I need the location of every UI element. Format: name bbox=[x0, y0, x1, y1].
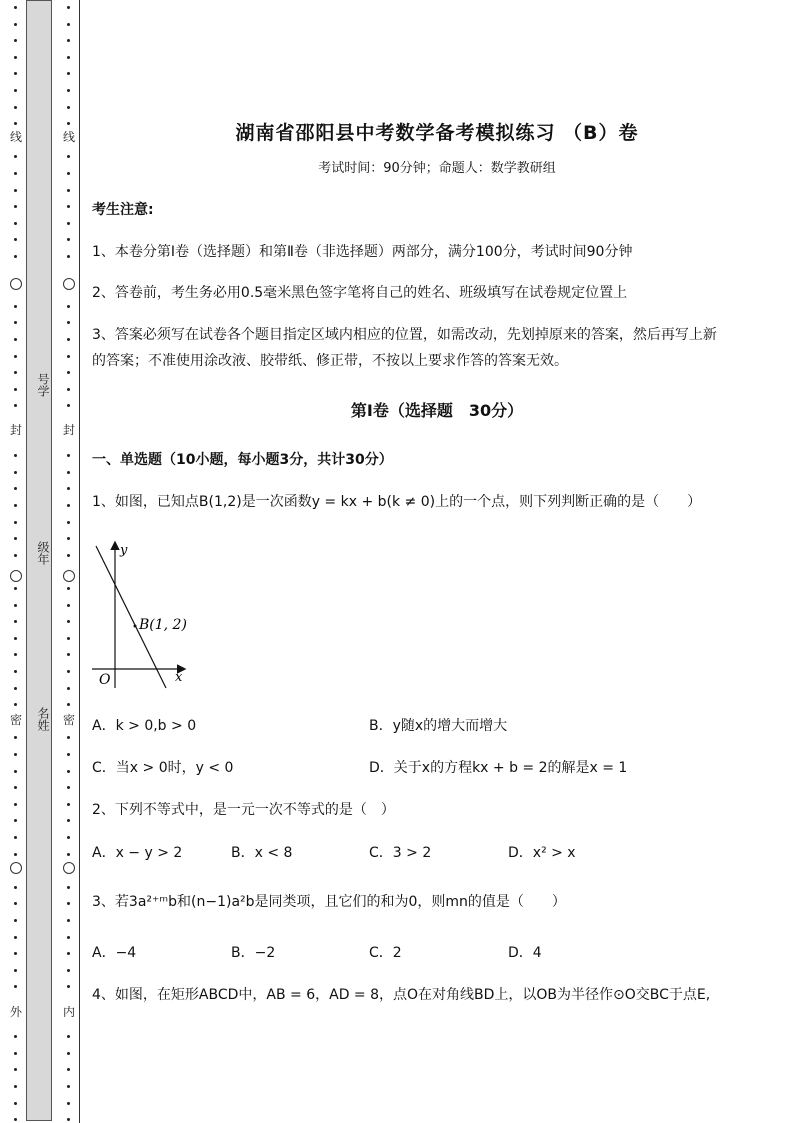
binding-dot bbox=[67, 819, 70, 822]
binding-dot bbox=[67, 155, 70, 158]
student-info-strip bbox=[26, 0, 52, 1121]
binding-dot bbox=[67, 1068, 70, 1071]
binding-dot bbox=[14, 205, 17, 208]
q3-stem: 3、若3a²⁺ᵐb和(n−1)a²b是同类项，且它们的和为0，则mn的值是（ ） bbox=[92, 894, 566, 910]
binding-circle-icon bbox=[63, 570, 75, 582]
binding-dot bbox=[14, 803, 17, 806]
binding-dot bbox=[67, 222, 70, 225]
binding-dot bbox=[67, 504, 70, 507]
binding-dot bbox=[67, 853, 70, 856]
binding-dot bbox=[67, 487, 70, 490]
binding-dot bbox=[67, 886, 70, 889]
q3-option-a: A．−4 bbox=[92, 945, 137, 961]
notice-item-1: 1、本卷分第Ⅰ卷（选择题）和第Ⅱ卷（非选择题）两部分，满分100分，考试时间90分钟 bbox=[92, 244, 633, 260]
binding-dot bbox=[14, 936, 17, 939]
binding-dot bbox=[14, 305, 17, 308]
binding-dot bbox=[67, 72, 70, 75]
binding-dot bbox=[14, 521, 17, 524]
binding-dot bbox=[14, 620, 17, 623]
binding-dot bbox=[67, 56, 70, 59]
q2-option-d: D．x² > x bbox=[508, 845, 576, 861]
binding-dot bbox=[14, 919, 17, 922]
binding-dot bbox=[14, 1118, 17, 1121]
binding-dot bbox=[67, 255, 70, 258]
exam-subtitle: 考试时间：90分钟；命题人：数学教研组 bbox=[318, 161, 556, 176]
binding-dot bbox=[14, 902, 17, 905]
binding-dot bbox=[67, 985, 70, 988]
binding-dot bbox=[67, 1052, 70, 1055]
binding-dot bbox=[67, 703, 70, 706]
binding-dot bbox=[14, 56, 17, 59]
binding-dot bbox=[14, 1085, 17, 1088]
q1-option-b: B．y随x的增大而增大 bbox=[369, 718, 508, 734]
q2-option-b: B．x < 8 bbox=[231, 845, 293, 861]
binding-dot bbox=[14, 388, 17, 391]
binding-dot bbox=[67, 122, 70, 125]
binding-dot bbox=[67, 355, 70, 358]
binding-dot bbox=[14, 471, 17, 474]
binding-dot bbox=[67, 1118, 70, 1121]
binding-dot bbox=[14, 321, 17, 324]
binding-dot bbox=[14, 1102, 17, 1105]
binding-dot bbox=[67, 587, 70, 590]
binding-dot bbox=[67, 736, 70, 739]
binding-mark: 封 bbox=[6, 423, 26, 437]
binding-dot bbox=[67, 321, 70, 324]
q3-option-d: D．4 bbox=[508, 945, 542, 961]
binding-dot bbox=[67, 753, 70, 756]
binding-dot bbox=[67, 106, 70, 109]
binding-dot bbox=[67, 620, 70, 623]
q3-option-b: B．−2 bbox=[231, 945, 276, 961]
notice-item-2: 2、答卷前，考生务必用0.5毫米黑色签字笔将自己的姓名、班级填写在试卷规定位置上 bbox=[92, 285, 628, 301]
inner-binding-line bbox=[59, 0, 79, 1123]
binding-dot bbox=[14, 238, 17, 241]
binding-mark: 密 bbox=[59, 713, 79, 727]
binding-dot bbox=[67, 305, 70, 308]
binding-dot bbox=[67, 554, 70, 557]
binding-circle-icon bbox=[63, 278, 75, 290]
q4-stem: 4、如图，在矩形ABCD中，AB = 6，AD = 8，点O在对角线BD上，以OB为半径作⊙O交BC于点E, bbox=[92, 987, 711, 1003]
q2-option-a: A．x − y > 2 bbox=[92, 845, 183, 861]
binding-mark: 外 bbox=[6, 1005, 26, 1019]
binding-mark: 封 bbox=[59, 423, 79, 437]
binding-dot bbox=[14, 255, 17, 258]
binding-dot bbox=[67, 836, 70, 839]
binding-dot bbox=[67, 23, 70, 26]
binding-dot bbox=[67, 936, 70, 939]
binding-dot bbox=[14, 969, 17, 972]
binding-dot bbox=[67, 902, 70, 905]
binding-circle-icon bbox=[10, 570, 22, 582]
binding-dot bbox=[14, 853, 17, 856]
binding-dot bbox=[14, 836, 17, 839]
binding-dot bbox=[14, 89, 17, 92]
binding-dot bbox=[14, 670, 17, 673]
binding-dot bbox=[14, 106, 17, 109]
binding-dot bbox=[67, 338, 70, 341]
binding-dot bbox=[67, 454, 70, 457]
notice-item-3: 3、答案必须写在试卷各个题目指定区域内相应的位置，如需改动，先划掉原来的答案，然后再写上新 bbox=[92, 327, 717, 343]
binding-dot bbox=[67, 770, 70, 773]
q1-option-d: D．关于x的方程kx + b = 2的解是x = 1 bbox=[369, 760, 628, 776]
binding-dot bbox=[14, 587, 17, 590]
binding-dot bbox=[67, 803, 70, 806]
binding-dot bbox=[67, 537, 70, 540]
binding-dot bbox=[14, 122, 17, 125]
binding-dot bbox=[14, 355, 17, 358]
binding-dot bbox=[14, 189, 17, 192]
q2-option-c: C．3 > 2 bbox=[369, 845, 432, 861]
binding-dot bbox=[14, 454, 17, 457]
binding-dot bbox=[14, 404, 17, 407]
binding-dot bbox=[14, 1068, 17, 1071]
binding-dot bbox=[67, 952, 70, 955]
binding-dot bbox=[67, 521, 70, 524]
binding-dot bbox=[14, 703, 17, 706]
outer-binding-line bbox=[6, 0, 26, 1123]
field-student-number: 号学 bbox=[36, 373, 50, 397]
binding-dot bbox=[14, 371, 17, 374]
binding-dot bbox=[14, 604, 17, 607]
binding-dot bbox=[14, 886, 17, 889]
section-title: 第Ⅰ卷（选择题 30分） bbox=[350, 401, 524, 420]
binding-dot bbox=[14, 554, 17, 557]
binding-dot bbox=[14, 753, 17, 756]
binding-dot bbox=[67, 969, 70, 972]
q1-option-c: C．当x > 0时，y < 0 bbox=[92, 760, 234, 776]
binding-dot bbox=[14, 6, 17, 9]
binding-dot bbox=[67, 89, 70, 92]
notice-item-3-cont: 的答案；不准使用涂改液、胶带纸、修正带，不按以上要求作答的答案无效。 bbox=[92, 353, 568, 369]
binding-dot bbox=[67, 404, 70, 407]
binding-dot bbox=[14, 736, 17, 739]
binding-dot bbox=[67, 687, 70, 690]
binding-circle-icon bbox=[10, 862, 22, 874]
binding-dot bbox=[14, 770, 17, 773]
binding-dot bbox=[14, 487, 17, 490]
binding-dot bbox=[67, 6, 70, 9]
binding-dot bbox=[67, 471, 70, 474]
point-b bbox=[134, 625, 137, 628]
binding-dot bbox=[14, 155, 17, 158]
binding-dot bbox=[14, 1035, 17, 1038]
binding-dot bbox=[67, 919, 70, 922]
field-grade: 级年 bbox=[36, 541, 50, 565]
binding-dot bbox=[14, 504, 17, 507]
binding-mark: 线 bbox=[59, 130, 79, 144]
binding-dot bbox=[67, 388, 70, 391]
binding-dot bbox=[67, 1102, 70, 1105]
binding-dot bbox=[67, 205, 70, 208]
field-name: 名姓 bbox=[36, 707, 50, 731]
binding-dot bbox=[67, 604, 70, 607]
binding-dot bbox=[14, 985, 17, 988]
origin-label: O bbox=[99, 672, 111, 688]
binding-dot bbox=[14, 687, 17, 690]
binding-mark: 密 bbox=[6, 713, 26, 727]
binding-dot bbox=[14, 537, 17, 540]
binding-dot bbox=[14, 338, 17, 341]
binding-dot bbox=[14, 952, 17, 955]
binding-dot bbox=[14, 23, 17, 26]
binding-dot bbox=[14, 72, 17, 75]
binding-dot bbox=[14, 222, 17, 225]
binding-dot bbox=[67, 371, 70, 374]
q3-option-c: C．2 bbox=[369, 945, 402, 961]
q1-stem: 1、如图，已知点B(1,2)是一次函数y = kx + b(k ≠ 0)上的一个点，则下列判断正确的是（ ） bbox=[92, 494, 702, 510]
binding-dot bbox=[14, 786, 17, 789]
notice-heading: 考生注意: bbox=[92, 202, 154, 218]
binding-dot bbox=[14, 1052, 17, 1055]
binding-dot bbox=[14, 819, 17, 822]
y-axis-label: y bbox=[120, 543, 128, 558]
point-b-label: B(1, 2) bbox=[139, 617, 187, 633]
binding-dot bbox=[67, 670, 70, 673]
binding-mark: 内 bbox=[59, 1005, 79, 1019]
binding-dot bbox=[67, 1085, 70, 1088]
binding-circle-icon bbox=[63, 862, 75, 874]
binding-dot bbox=[67, 786, 70, 789]
q2-stem: 2、下列不等式中，是一元一次不等式的是（ ） bbox=[92, 802, 395, 818]
x-axis-label: x bbox=[175, 670, 183, 685]
binding-dot bbox=[14, 637, 17, 640]
binding-dot bbox=[14, 653, 17, 656]
binding-dot bbox=[67, 637, 70, 640]
binding-dot bbox=[67, 39, 70, 42]
exam-title: 湖南省邵阳县中考数学备考模拟练习 （B）卷 bbox=[235, 122, 639, 144]
binding-dot bbox=[14, 39, 17, 42]
binding-dot bbox=[67, 189, 70, 192]
q1-option-a: A．k > 0,b > 0 bbox=[92, 718, 197, 734]
binding-dot bbox=[67, 653, 70, 656]
q1-figure bbox=[88, 538, 198, 693]
binding-dot bbox=[67, 1035, 70, 1038]
binding-mark: 线 bbox=[6, 130, 26, 144]
binding-dot bbox=[14, 172, 17, 175]
part-heading: 一、单选题（10小题，每小题3分，共计30分） bbox=[92, 452, 393, 468]
binding-circle-icon bbox=[10, 278, 22, 290]
binding-dot bbox=[67, 172, 70, 175]
binding-dot bbox=[67, 238, 70, 241]
